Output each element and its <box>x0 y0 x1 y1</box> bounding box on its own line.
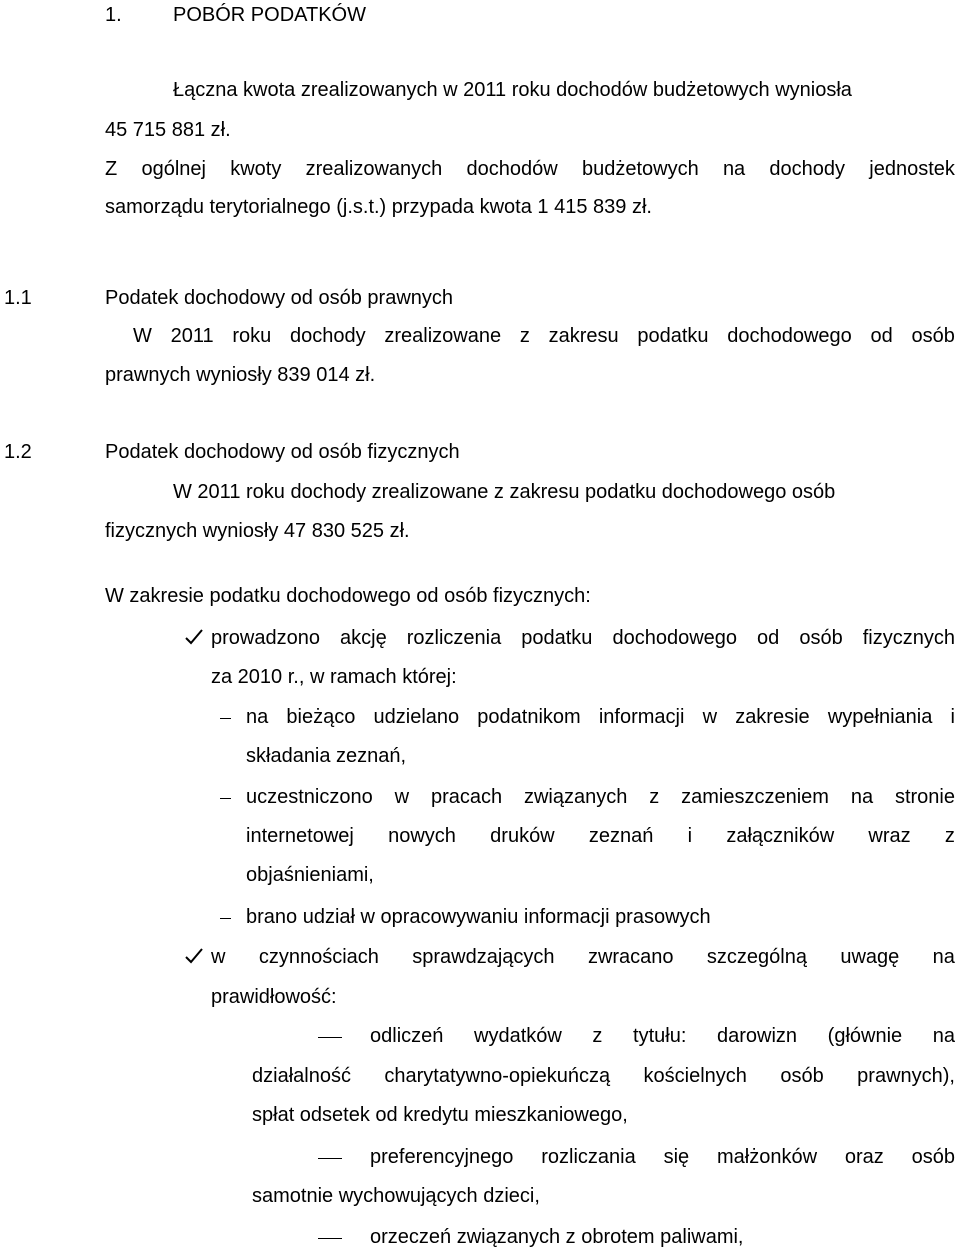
dash-item-2-3-line-1: orzeczeń związanych z obrotem paliwami, <box>370 1226 744 1248</box>
heading-title: POBÓR PODATKÓW <box>173 4 366 26</box>
dash-item-1-1-line-2: składania zeznań, <box>246 745 407 767</box>
dash-item-2-2-line-2: samotnie wychowujących dzieci, <box>252 1185 540 1207</box>
dash-item-1-1-line-1: na bieżąco udzielano podatnikom informacji w zakresie wypełniania i <box>246 706 955 728</box>
dash-icon <box>318 1158 342 1159</box>
check-item-1-line-1: prowadzono akcję rozliczenia podatku dochodowego od osób fizycznych <box>211 627 955 649</box>
dash-icon <box>318 1037 342 1038</box>
section-1-1-paragraph-line-2: prawnych wyniosły 839 014 zł. <box>105 364 376 386</box>
dash-item-2-2-line-1: preferencyjnego rozliczania się małżonków oraz osób <box>370 1146 955 1168</box>
dash-item-1-2-line-2: internetowej nowych druków zeznań i załączników wraz z <box>246 825 955 847</box>
intro-paragraph-2-line-1: Z ogólnej kwoty zrealizowanych dochodów budżetowych na dochody jednostek <box>105 158 955 180</box>
scope-intro: W zakresie podatku dochodowego od osób fizycznych: <box>105 585 591 607</box>
dash-item-1-2-line-3: objaśnieniami, <box>246 864 374 886</box>
section-1-1-number: 1.1 <box>4 287 32 309</box>
section-1-2-title: Podatek dochodowy od osób fizycznych <box>105 441 460 463</box>
dash-item-2-1-line-2: działalność charytatywno-opiekuńczą kościelnych osób prawnych), <box>252 1065 955 1087</box>
section-1-1-title: Podatek dochodowy od osób prawnych <box>105 287 454 309</box>
intro-paragraph-1-line-1: Łączna kwota zrealizowanych w 2011 roku dochodów budżetowych wyniosła <box>173 79 852 101</box>
section-1-2-paragraph-line-1: W 2011 roku dochody zrealizowane z zakresu podatku dochodowego osób <box>173 481 836 503</box>
dash-icon <box>220 718 231 719</box>
dash-item-2-1-line-1: odliczeń wydatków z tytułu: darowizn (głównie na <box>370 1025 955 1047</box>
dash-icon <box>220 798 231 799</box>
checkmark-icon <box>184 946 204 966</box>
dash-item-1-3-line-1: brano udział w opracowywaniu informacji prasowych <box>246 906 711 928</box>
intro-paragraph-1-line-2: 45 715 881 zł. <box>105 119 231 141</box>
section-1-2-number: 1.2 <box>4 441 32 463</box>
dash-item-2-1-line-3: spłat odsetek od kredytu mieszkaniowego, <box>252 1104 628 1126</box>
dash-icon <box>220 918 231 919</box>
intro-paragraph-2-line-2: samorządu terytorialnego (j.s.t.) przypada kwota 1 415 839 zł. <box>105 196 652 218</box>
check-item-2-line-2: prawidłowość: <box>211 986 337 1008</box>
checkmark-icon <box>184 627 204 647</box>
heading-number: 1. <box>105 4 122 26</box>
dash-item-1-2-line-1: uczestniczono w pracach związanych z zamieszczeniem na stronie <box>246 786 955 808</box>
check-item-2-line-1: w czynnościach sprawdzających zwracano szczególną uwagę na <box>211 946 955 968</box>
check-item-1-line-2: za 2010 r., w ramach której: <box>211 666 457 688</box>
section-1-1-paragraph-line-1: W 2011 roku dochody zrealizowane z zakresu podatku dochodowego od osób <box>133 325 955 347</box>
dash-icon <box>318 1238 342 1239</box>
section-1-2-paragraph-line-2: fizycznych wyniosły 47 830 525 zł. <box>105 520 410 542</box>
